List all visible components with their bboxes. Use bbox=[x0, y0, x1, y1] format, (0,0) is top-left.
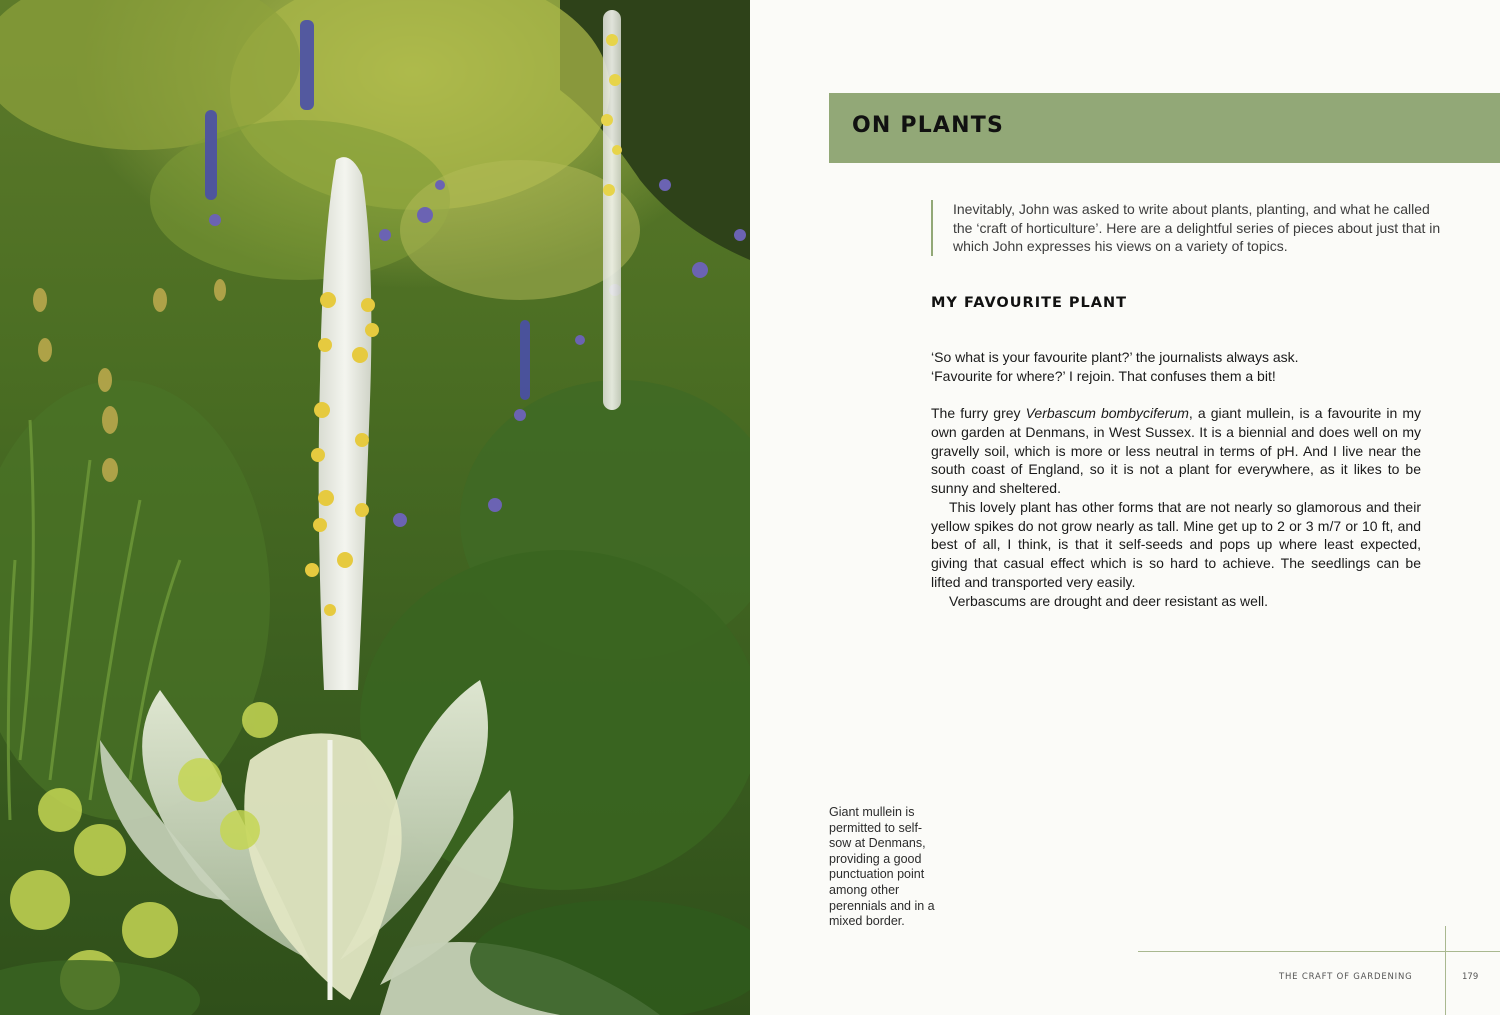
paragraph-1 bbox=[931, 404, 1421, 498]
caption-text: Giant mullein is permitted to self-sow at Denmans, providing a good punctuation point among other perennials and in a mixed border. bbox=[829, 805, 935, 929]
paragraph-1-end: , a giant mullein, is a favourite in my own garden at Denmans, in West Sussex. It is a biennial and does well on my gravelly soil, which is more or less neutral in terms of pH. And I live near the south coast of England, so it is not a plant for everywhere, as it likes to be sunny and sheltered. bbox=[931, 405, 1422, 497]
running-head: THE CRAFT OF GARDENING bbox=[1279, 972, 1413, 982]
section-title: ON PLANTS bbox=[852, 113, 1005, 138]
photo-caption bbox=[829, 805, 941, 930]
article-body bbox=[931, 348, 1421, 610]
plant-latin-name: Verbascum bombyciferum bbox=[1025, 405, 1189, 422]
article-heading: MY FAVOURITE PLANT bbox=[931, 295, 1128, 311]
intro-text: Inevitably, John was asked to write about plants, planting, and what he called the ‘craft of horticulture’. Here are a delightful series of pieces about just that in which John expresses his views on a variety of topics. bbox=[953, 201, 1441, 255]
paragraph-3: Verbascums are drought and deer resistant as well. bbox=[949, 592, 1269, 609]
dialogue-line-2: ‘Favourite for where?’ I rejoin. That confuses them a bit! bbox=[931, 367, 1276, 384]
paragraph-1-start: The furry grey bbox=[931, 405, 1026, 422]
page-number: 179 bbox=[1462, 972, 1479, 982]
dialogue-line-1: ‘So what is your favourite plant?’ the journalists always ask. bbox=[931, 349, 1299, 365]
section-banner bbox=[829, 93, 1500, 163]
footer-divider bbox=[1445, 926, 1446, 1015]
paragraph-2: This lovely plant has other forms that are not nearly so glamorous and their yellow spikes do not grow nearly as tall. Mine get up to 2 or 3 m/7 or 10 ft, and best of all, I think, is that it self-seeds and pops up where least expected, giving that casual effect which is so hard to achieve. The seedlings can be lifted and transported very easily. bbox=[931, 498, 1421, 590]
intro-block bbox=[931, 200, 1443, 256]
